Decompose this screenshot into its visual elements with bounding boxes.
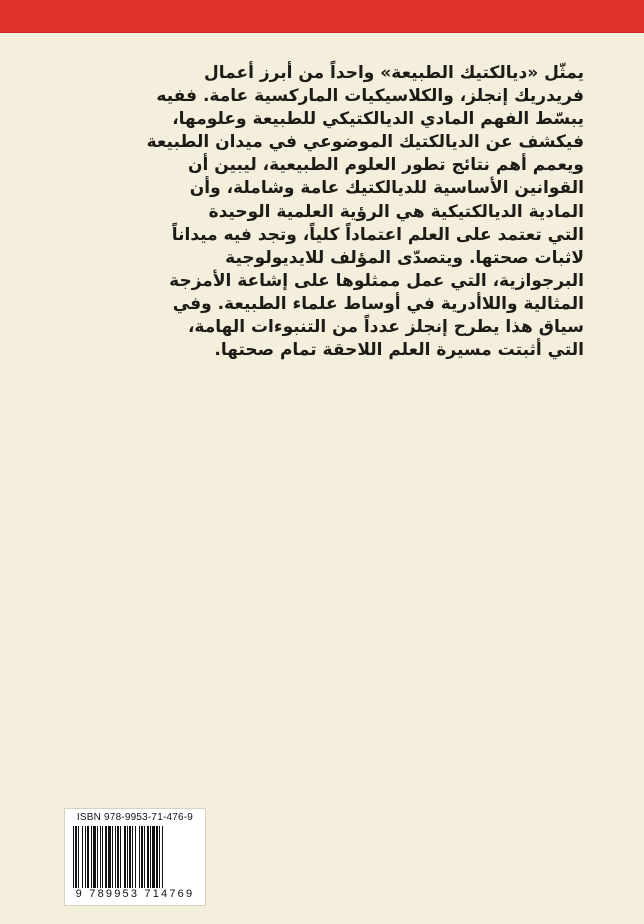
blurb-line: سياق هذا يطرح إنجلز عدداً من التنبوءات الهامة، xyxy=(187,317,584,338)
blurb-line: التي تعتمد على العلم اعتماداً كلياً، وتجد فيه ميداناً xyxy=(171,224,584,245)
barcode-bar xyxy=(117,826,119,890)
barcode-bar xyxy=(124,826,126,890)
blurb-line: يبسّط الفهم المادي الديالكتيكي للطبيعة وعلومها، xyxy=(172,109,584,130)
barcode-bar xyxy=(75,826,77,890)
barcode-bar xyxy=(127,826,128,890)
barcode-bar xyxy=(73,826,74,890)
barcode-bar xyxy=(120,826,121,890)
barcode-bar xyxy=(159,826,160,890)
blurb-line: البرجوازية، التي عمل ممثلوها على إشاعة الأمزجة xyxy=(169,270,584,291)
isbn-label: ISBN 978-9953-71-476-9 xyxy=(76,812,194,823)
barcode-bar xyxy=(85,826,86,890)
barcode-bar xyxy=(97,826,98,890)
barcode-bar xyxy=(132,826,133,890)
top-color-band xyxy=(0,0,644,33)
blurb-line: التي أثبتت مسيرة العلم اللاحقة تمام صحتها. xyxy=(214,340,584,361)
blurb-line: القوانين الأساسية للديالكتيك عامة وشاملة، وأن xyxy=(189,178,584,199)
barcode-digits: 9 789953 714769 xyxy=(69,888,201,900)
barcode-bar xyxy=(91,826,92,890)
isbn-barcode xyxy=(64,808,206,906)
barcode-bar xyxy=(112,826,113,890)
blurb-line: فريدريك إنجلز، والكلاسيكيات الماركسية عامة. ففيه xyxy=(156,86,584,107)
blurb-line: ويعمم أهم نتائج تطور العلوم الطبيعية، ليبين أن xyxy=(187,155,584,176)
barcode-bar xyxy=(100,826,101,890)
blurb-line: يمثّل «ديالكتيك الطبيعة» واحداً من أبرز أعمال xyxy=(203,63,584,83)
barcode-bar xyxy=(141,826,143,890)
barcode-bar xyxy=(147,826,149,890)
barcode-bar xyxy=(156,826,158,890)
back-cover-blurb xyxy=(146,62,584,362)
barcode-bar xyxy=(108,826,111,890)
barcode-bar xyxy=(82,826,83,890)
barcode-bar xyxy=(129,826,131,890)
barcode-bar xyxy=(139,826,140,890)
blurb-line: لاثبات صحتها. ويتصدّى المؤلف للايديولوجية xyxy=(225,247,584,268)
blurb-line: المثالية واللاأدرية في أوساط علماء الطبيعة. وفي xyxy=(172,293,584,314)
barcode-bar xyxy=(102,826,103,890)
barcode-bars xyxy=(73,826,197,890)
barcode-bar xyxy=(78,826,79,890)
barcode-bar xyxy=(115,826,116,890)
barcode-bar xyxy=(135,826,136,890)
barcode-bar xyxy=(144,826,145,890)
barcode-bar xyxy=(152,826,155,890)
barcode-bar xyxy=(150,826,151,890)
barcode-bar xyxy=(162,826,163,890)
barcode-bar xyxy=(87,826,89,890)
barcode-bar xyxy=(93,826,96,890)
blurb-line: فيكشف عن الديالكتيك الموضوعي في ميدان الطبيعة xyxy=(146,132,584,153)
blurb-line: المادية الديالكتيكية هي الرؤية العلمية الوحيدة xyxy=(208,201,584,222)
barcode-bar xyxy=(105,826,107,890)
